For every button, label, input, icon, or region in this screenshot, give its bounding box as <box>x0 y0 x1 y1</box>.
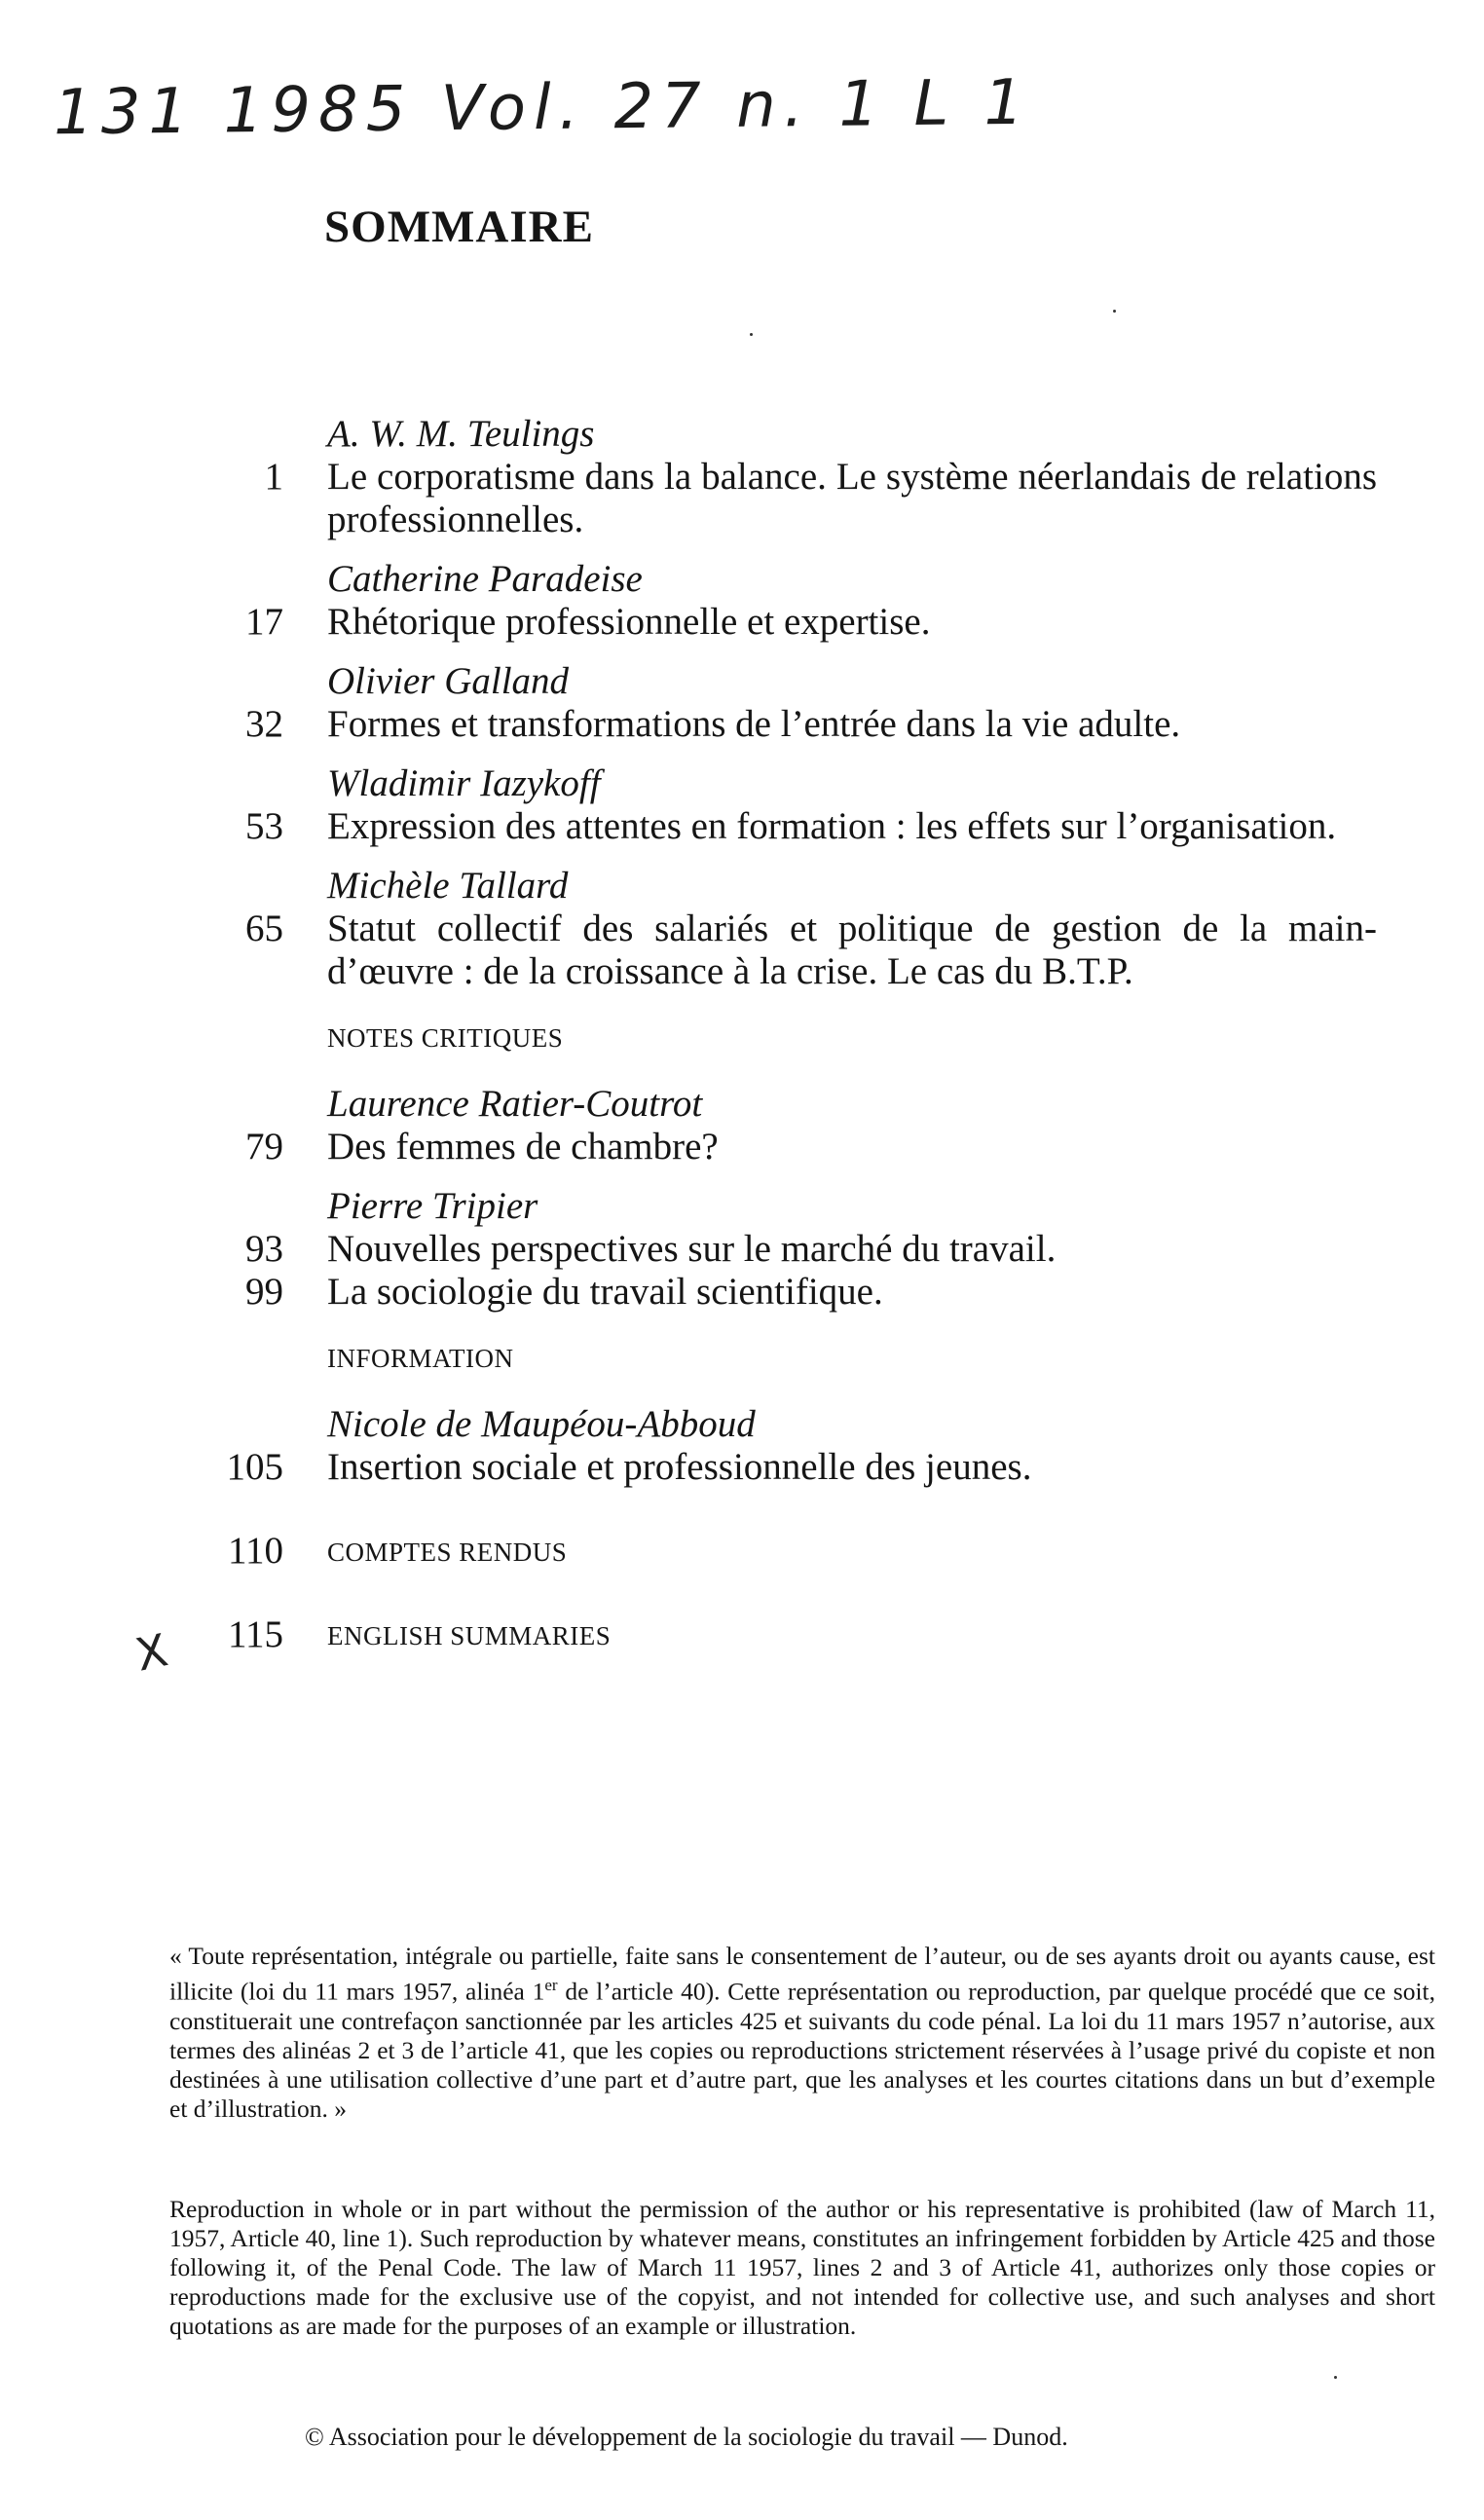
entry-author: A. W. M. Teulings <box>327 413 595 455</box>
toc-entry <box>0 865 1484 993</box>
toc-item <box>0 456 1484 541</box>
entry-title: La sociologie du travail scientifique. <box>327 1271 883 1313</box>
legal-fr-superscript: er <box>544 1976 558 1994</box>
entry-author: Nicole de Maupéou-Abboud <box>327 1403 756 1445</box>
page-number: 105 <box>226 1446 283 1488</box>
speck <box>1113 310 1116 313</box>
entry-title: Des femmes de chambre? <box>327 1126 719 1167</box>
entry-author: Michèle Tallard <box>327 865 569 907</box>
toc-item-comptes-rendus <box>0 1530 1484 1573</box>
page-number: 32 <box>245 703 283 745</box>
legal-notice-english: Reproduction in whole or in part without the permission of the author or his representative is prohibited (law of March 11, 1957, Article 40, line 1). Such reproduction by whatever means, constitutes an infringement forbidden by Article 425 and those following it, of the Penal Code. The law of March 11 1957, lines 2 and 3 of Article 41, authorizes only those copies or reproductions made for the exclusive use of the copyist, and not intended for collective use, and such analyses and short quotations as are made for the purposes of an example or illustration. <box>169 2195 1435 2340</box>
entry-label: ENGLISH SUMMARIES <box>327 1621 612 1650</box>
entry-title: Formes et transformations de l’entrée dans la vie adulte. <box>327 703 1181 745</box>
toc-item <box>0 805 1484 848</box>
entry-label: COMPTES RENDUS <box>327 1538 568 1567</box>
speck <box>1334 2376 1337 2379</box>
toc-entry <box>0 413 1484 541</box>
toc-entry <box>0 1185 1484 1314</box>
entry-author: Olivier Galland <box>327 660 570 702</box>
page-number: 99 <box>245 1271 283 1313</box>
toc-item <box>0 703 1484 746</box>
section-heading-notes: NOTES CRITIQUES <box>327 1023 564 1053</box>
toc-item <box>0 1228 1484 1271</box>
entry-title: Nouvelles perspectives sur le marché du travail. <box>327 1228 1057 1270</box>
page-number: 65 <box>245 908 283 949</box>
entry-title: Expression des attentes en formation : les effets sur l’organisation. <box>327 805 1337 847</box>
page-number: 53 <box>245 805 283 847</box>
handwritten-note: 131 1985 Vol. 27 n. 1 L 1 <box>53 66 1032 150</box>
page-title: SOMMAIRE <box>324 202 594 252</box>
toc-item <box>0 1271 1484 1314</box>
toc-entry <box>0 558 1484 644</box>
table-of-contents <box>0 413 1484 1656</box>
entry-title: Rhétorique professionnelle et expertise. <box>327 601 931 643</box>
toc-item <box>0 1126 1484 1168</box>
page-number: 110 <box>227 1530 283 1572</box>
toc-item-english-summaries <box>0 1613 1484 1656</box>
toc-item <box>0 1446 1484 1489</box>
entry-author: Wladimir Iazykoff <box>327 762 601 804</box>
page-number: 93 <box>245 1228 283 1270</box>
toc-item <box>0 601 1484 644</box>
copyright-line: © Association pour le développement de la sociologie du travail — Dunod. <box>305 2423 1068 2451</box>
page-number: 79 <box>245 1126 283 1167</box>
margin-mark: X <box>130 1623 172 1682</box>
page-number: 17 <box>245 601 283 643</box>
legal-fr-text-continued: de l’article 40). Cette représentation ou reproduction, par quelque procédé que ce soit, constituerait une contrefaçon sanctionnée par les articles 425 et suivants du code pénal. La loi du 11 mars 1957 n’autorise, aux termes des alinéas 2 et 3 de l’article 41, que les copies ou reproductions strictement réservées à l’usage privé du copiste et non destinées à une utilisation collective d’une part et d’autre part, que les analyses et les courtes citations dans un but d’exemple et d’illustration. » <box>169 1977 1435 2123</box>
page-number: 115 <box>227 1613 283 1655</box>
toc-entry <box>0 762 1484 848</box>
toc-entry <box>0 660 1484 746</box>
toc-entry <box>0 1403 1484 1489</box>
speck <box>750 333 753 336</box>
section-heading-information: INFORMATION <box>327 1344 514 1373</box>
toc-entry <box>0 1083 1484 1168</box>
entry-author: Catherine Paradeise <box>327 558 643 600</box>
entry-title: Insertion sociale et professionnelle des jeunes. <box>327 1446 1032 1488</box>
entry-title: Statut collectif des salariés et politique de gestion de la main-d’œuvre : de la croissance à la crise. Le cas du B.T.P. <box>327 908 1377 992</box>
entry-title: Le corporatisme dans la balance. Le système néerlandais de relations professionnelles. <box>327 456 1377 540</box>
legal-fr-text: « Toute représentation, intégrale ou partielle, faite sans le consentement de l’auteur, ou de ses ayants droit ou ayants cause, est illicite (loi du 11 mars 1957, alinéa 1 <box>169 1942 1435 2006</box>
legal-notice-french <box>169 1942 1435 2124</box>
toc-item <box>0 908 1484 993</box>
entry-author: Laurence Ratier-Coutrot <box>327 1083 703 1125</box>
entry-author: Pierre Tripier <box>327 1185 538 1227</box>
page-number: 1 <box>264 456 283 498</box>
